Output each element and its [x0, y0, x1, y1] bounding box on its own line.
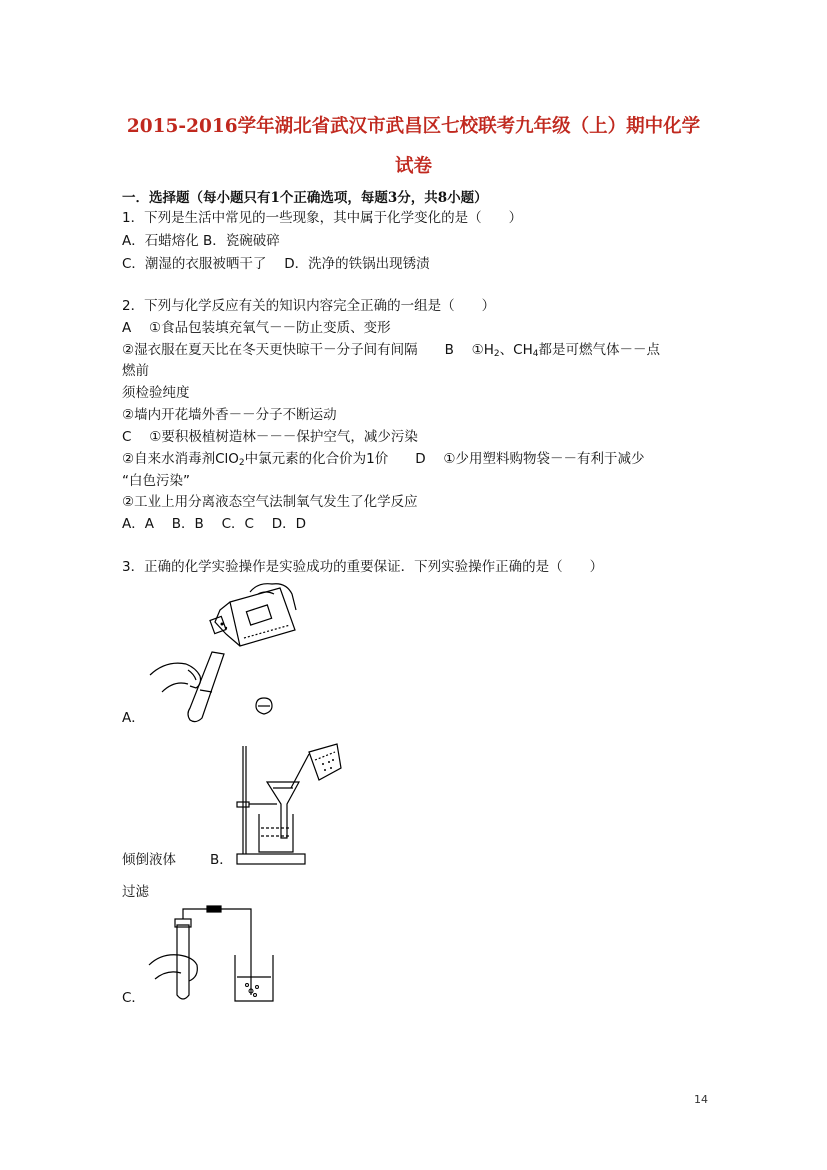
q2-answer-options: A．A B．B C．C D．D: [122, 516, 307, 532]
page-number: 14: [694, 1093, 708, 1106]
q2-option-b-line2: ②墙内开花墙外香－－分子不断运动: [122, 407, 337, 423]
q2-option-a-line1: A ①食品包装填充氧气－－防止变质、变形: [122, 320, 391, 336]
q2-option-d-line2: ②工业上用分离液态空气法制氧气发生了化学反应: [122, 494, 418, 510]
q3-stem: 3．正确的化学实验操作是实验成功的重要保证．下列实验操作正确的是（ ）: [122, 559, 604, 575]
q2-option-d-line1: “白色污染”: [122, 473, 190, 489]
q2-option-c-line2: ②自来水消毒剂ClO$_2$中氯元素的化合价为1价 D ①少用塑料购物袋－－有利于减少: [122, 451, 645, 468]
doc-title-line2: 试卷: [394, 156, 432, 177]
q3-caption-b: 过滤: [122, 884, 149, 900]
q2-option-b-line1: 须检验纯度: [122, 385, 190, 401]
figure-filtration: [225, 738, 350, 868]
figure-pouring-liquid: [140, 580, 310, 725]
q3-option-c-label: C．: [122, 990, 145, 1006]
q1-options-ab: A．石蜡熔化 B．瓷碗破碎: [122, 233, 280, 249]
q1-options-cd: C．潮湿的衣服被晒干了 D．洗净的铁锅出现锈渍: [122, 256, 430, 272]
q3-caption-a: 倾倒液体: [122, 852, 176, 868]
doc-title-line1: 2015-2016学年湖北省武汉市武昌区七校联考九年级（上）期中化学: [126, 116, 701, 137]
q2-option-c-line1: C ①要积极植树造林－－－保护空气，减少污染: [122, 429, 418, 445]
q2-option-a-line3: 燃前: [122, 363, 149, 379]
section-heading: 一．选择题（每小题只有1个正确选项，每题3分，共8小题）: [122, 190, 488, 206]
q1-stem: 1．下列是生活中常见的一些现象，其中属于化学变化的是（ ）: [122, 210, 523, 226]
q2-option-a-line2: ②湿衣服在夏天比在冬天更快晾干－分子间有间隔 B $①H_2$、$CH_4$都是可燃气体－－点: [122, 342, 660, 359]
q3-option-b-label: B．: [210, 852, 233, 868]
q2-stem: 2．下列与化学反应有关的知识内容完全正确的一组是（ ）: [122, 298, 496, 314]
q3-option-a-label: A．: [122, 710, 145, 726]
figure-airtightness-check: [145, 903, 285, 1008]
